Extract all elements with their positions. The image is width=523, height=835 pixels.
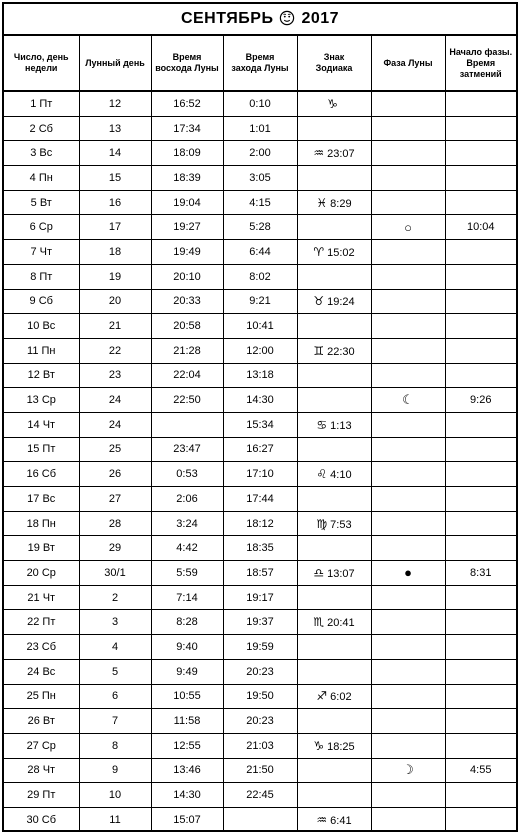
- table-row: [4, 141, 516, 166]
- moon-phase-icon: ○: [371, 215, 445, 240]
- day-cell: 30 Сб: [4, 807, 79, 831]
- header-zodiac: [297, 36, 371, 91]
- header-line: захода Луны: [231, 63, 289, 73]
- moonrise-cell: 4:42: [151, 536, 223, 561]
- lunar-day-cell: 15: [79, 166, 151, 191]
- zodiac-sign-icon: ♈︎: [313, 244, 325, 259]
- moonset-cell: 19:17: [223, 585, 297, 610]
- moon-phase-icon: [371, 166, 445, 191]
- day-cell: 13 Ср: [4, 388, 79, 413]
- moonset-cell: 19:50: [223, 684, 297, 709]
- day-cell: 28 Чт: [4, 758, 79, 783]
- moonrise-cell: 19:27: [151, 215, 223, 240]
- day-cell: 4 Пн: [4, 166, 79, 191]
- phase-time-cell: [445, 635, 516, 660]
- moonrise-cell: 7:14: [151, 585, 223, 610]
- zodiac-sign-icon: ♑︎: [327, 96, 338, 111]
- zodiac-cell: [297, 141, 371, 166]
- zodiac-cell: [297, 116, 371, 141]
- zodiac-cell: [297, 635, 371, 660]
- phase-time-cell: 8:31: [445, 561, 516, 586]
- table-row: [4, 610, 516, 635]
- header-line: затмений: [459, 68, 502, 79]
- moonset-cell: 21:50: [223, 758, 297, 783]
- table-row: [4, 561, 516, 586]
- zodiac-cell: [297, 215, 371, 240]
- day-cell: 12 Вт: [4, 363, 79, 388]
- header-line: Число, день: [13, 52, 69, 62]
- day-cell: 9 Сб: [4, 289, 79, 314]
- phase-time-cell: [445, 190, 516, 215]
- zodiac-cell: [297, 363, 371, 388]
- moonset-cell: 8:02: [223, 264, 297, 289]
- lunar-day-cell: 8: [79, 733, 151, 758]
- zodiac-sign-icon: ♒︎: [316, 812, 328, 827]
- moon-phase-icon: [371, 511, 445, 536]
- zodiac-time: 13:07: [327, 567, 355, 580]
- table-row: [4, 684, 516, 709]
- moonrise-cell: 13:46: [151, 758, 223, 783]
- moonset-cell: 5:28: [223, 215, 297, 240]
- moon-phase-icon: [371, 807, 445, 831]
- lunar-day-cell: 21: [79, 314, 151, 339]
- phase-time-cell: [445, 610, 516, 635]
- moon-phase-icon: [371, 338, 445, 363]
- moonrise-cell: 21:28: [151, 338, 223, 363]
- moonset-cell: 14:30: [223, 388, 297, 413]
- phase-time-cell: 10:04: [445, 215, 516, 240]
- zodiac-time: 20:41: [327, 617, 355, 630]
- zodiac-time: 1:13: [330, 419, 352, 432]
- moonset-cell: 3:05: [223, 166, 297, 191]
- moon-phase-icon: [371, 462, 445, 487]
- moonset-cell: 20:23: [223, 709, 297, 734]
- zodiac-cell: [297, 289, 371, 314]
- phase-time-cell: [445, 709, 516, 734]
- zodiac-time: 6:02: [330, 691, 352, 704]
- phase-time-cell: [445, 807, 516, 831]
- header-line: Время: [245, 52, 275, 62]
- lunar-day-cell: 25: [79, 437, 151, 462]
- zodiac-sign-icon: ♊︎: [313, 343, 325, 358]
- header-moonset: [223, 36, 297, 91]
- zodiac-cell: [297, 807, 371, 831]
- moonset-cell: 19:59: [223, 635, 297, 660]
- zodiac-cell: [297, 659, 371, 684]
- moonrise-cell: 3:24: [151, 511, 223, 536]
- phase-time-cell: [445, 511, 516, 536]
- lunar-day-cell: 28: [79, 511, 151, 536]
- phase-time-cell: 9:26: [445, 388, 516, 413]
- zodiac-time: 6:41: [330, 814, 352, 827]
- zodiac-cell: [297, 684, 371, 709]
- lunar-day-cell: 11: [79, 807, 151, 831]
- header-line: Начало фазы.: [449, 46, 513, 57]
- moonrise-cell: 19:04: [151, 190, 223, 215]
- phase-time-cell: [445, 264, 516, 289]
- lunar-day-cell: 24: [79, 388, 151, 413]
- phase-time-cell: [445, 585, 516, 610]
- zodiac-time: 18:25: [327, 740, 355, 753]
- phase-time-cell: 4:55: [445, 758, 516, 783]
- moonset-cell: 15:34: [223, 412, 297, 437]
- zodiac-time: 15:02: [327, 246, 355, 259]
- zodiac-cell: [297, 190, 371, 215]
- phase-time-cell: [445, 536, 516, 561]
- phase-time-cell: [445, 437, 516, 462]
- moon-phase-icon: ☾: [371, 388, 445, 413]
- table-row: [4, 388, 516, 413]
- moon-phase-icon: [371, 116, 445, 141]
- phase-time-cell: [445, 659, 516, 684]
- zodiac-sign-icon: ♑︎: [313, 738, 325, 753]
- lunar-day-cell: 20: [79, 289, 151, 314]
- zodiac-sign-icon: ♌︎: [316, 467, 328, 482]
- table-row: [4, 289, 516, 314]
- year-label: 2017: [301, 10, 340, 27]
- zodiac-cell: [297, 462, 371, 487]
- day-cell: 25 Пн: [4, 684, 79, 709]
- table-row: [4, 511, 516, 536]
- table-row: [4, 536, 516, 561]
- moonset-cell: 18:12: [223, 511, 297, 536]
- moonrise-cell: [151, 412, 223, 437]
- phase-time-cell: [445, 462, 516, 487]
- zodiac-time: 8:29: [330, 197, 352, 210]
- header-line: Лунный день: [85, 57, 145, 68]
- table-row: [4, 215, 516, 240]
- moonrise-cell: 11:58: [151, 709, 223, 734]
- day-cell: 5 Вт: [4, 190, 79, 215]
- lunar-day-cell: 23: [79, 363, 151, 388]
- lunar-day-cell: 2: [79, 585, 151, 610]
- phase-time-cell: [445, 684, 516, 709]
- day-cell: 20 Ср: [4, 561, 79, 586]
- moonrise-cell: 9:40: [151, 635, 223, 660]
- phase-time-cell: [445, 141, 516, 166]
- lunar-day-cell: 3: [79, 610, 151, 635]
- moonset-cell: 20:23: [223, 659, 297, 684]
- moonrise-cell: 20:33: [151, 289, 223, 314]
- zodiac-sign-icon: ♉︎: [313, 294, 325, 309]
- moonrise-cell: 10:55: [151, 684, 223, 709]
- zodiac-cell: [297, 91, 371, 116]
- phase-time-cell: [445, 412, 516, 437]
- zodiac-cell: [297, 264, 371, 289]
- zodiac-cell: [297, 733, 371, 758]
- day-cell: 11 Пн: [4, 338, 79, 363]
- zodiac-sign-icon: ♐︎: [316, 689, 328, 704]
- moonset-cell: [223, 807, 297, 831]
- moonset-cell: 17:44: [223, 487, 297, 512]
- zodiac-cell: [297, 709, 371, 734]
- moon-phase-icon: [371, 635, 445, 660]
- lunar-day-cell: 14: [79, 141, 151, 166]
- phase-time-cell: [445, 166, 516, 191]
- moonrise-cell: 8:28: [151, 610, 223, 635]
- table-row: [4, 338, 516, 363]
- moon-phase-icon: [371, 733, 445, 758]
- lunar-day-cell: 9: [79, 758, 151, 783]
- header-line: Зодиака: [315, 63, 353, 73]
- phase-time-cell: [445, 240, 516, 265]
- moonset-cell: 0:10: [223, 91, 297, 116]
- moonrise-cell: 22:04: [151, 363, 223, 388]
- lunar-day-cell: 18: [79, 240, 151, 265]
- lunar-day-cell: 29: [79, 536, 151, 561]
- day-cell: 2 Сб: [4, 116, 79, 141]
- zodiac-cell: [297, 561, 371, 586]
- zodiac-sign-icon: ♍︎: [316, 516, 328, 531]
- phase-time-cell: [445, 289, 516, 314]
- moonrise-cell: 20:10: [151, 264, 223, 289]
- table-row: [4, 91, 516, 116]
- table-row: [4, 116, 516, 141]
- table-row: [4, 462, 516, 487]
- header-line: восхода Луны: [155, 63, 219, 73]
- table-row: [4, 412, 516, 437]
- moonrise-cell: 19:49: [151, 240, 223, 265]
- day-cell: 26 Вт: [4, 709, 79, 734]
- moonrise-cell: 23:47: [151, 437, 223, 462]
- phase-time-cell: [445, 733, 516, 758]
- table-row: [4, 783, 516, 808]
- header-moonrise: [151, 36, 223, 91]
- day-cell: 3 Вс: [4, 141, 79, 166]
- table-row: [4, 709, 516, 734]
- lunar-day-cell: 5: [79, 659, 151, 684]
- zodiac-time: 7:53: [330, 518, 352, 531]
- day-cell: 6 Ср: [4, 215, 79, 240]
- lunar-day-cell: 27: [79, 487, 151, 512]
- moonrise-cell: 17:34: [151, 116, 223, 141]
- table-row: [4, 487, 516, 512]
- lunar-day-cell: 4: [79, 635, 151, 660]
- day-cell: 10 Вс: [4, 314, 79, 339]
- zodiac-cell: [297, 783, 371, 808]
- moon-phase-icon: [371, 585, 445, 610]
- zodiac-cell: [297, 585, 371, 610]
- zodiac-cell: [297, 166, 371, 191]
- day-cell: 22 Пт: [4, 610, 79, 635]
- zodiac-cell: [297, 338, 371, 363]
- header-line: Время: [172, 52, 202, 62]
- zodiac-cell: [297, 758, 371, 783]
- lunar-day-cell: 13: [79, 116, 151, 141]
- table-row: [4, 190, 516, 215]
- month-label: СЕНТЯБРЬ: [180, 10, 274, 27]
- table-row: [4, 166, 516, 191]
- zodiac-sign-icon: ♒︎: [313, 146, 325, 161]
- moon-phase-icon: [371, 487, 445, 512]
- moonrise-cell: 9:49: [151, 659, 223, 684]
- lunar-day-cell: 12: [79, 91, 151, 116]
- zodiac-time: 23:07: [327, 148, 355, 161]
- lunar-day-cell: 26: [79, 462, 151, 487]
- moonset-cell: 2:00: [223, 141, 297, 166]
- moon-phase-icon: [371, 264, 445, 289]
- zodiac-sign-icon: ♏︎: [313, 615, 325, 630]
- lunar-day-cell: 24: [79, 412, 151, 437]
- moon-phase-icon: [371, 709, 445, 734]
- zodiac-time: 19:24: [327, 296, 355, 309]
- zodiac-sign-icon: ♎︎: [313, 565, 325, 580]
- zodiac-cell: [297, 511, 371, 536]
- moonrise-cell: 18:39: [151, 166, 223, 191]
- moon-phase-icon: [371, 412, 445, 437]
- moonrise-cell: 22:50: [151, 388, 223, 413]
- zodiac-cell: [297, 536, 371, 561]
- day-cell: 16 Сб: [4, 462, 79, 487]
- lunar-day-cell: 17: [79, 215, 151, 240]
- zodiac-cell: [297, 487, 371, 512]
- lunar-day-cell: 30/1: [79, 561, 151, 586]
- lunar-day-cell: 10: [79, 783, 151, 808]
- moonset-cell: 17:10: [223, 462, 297, 487]
- day-cell: 8 Пт: [4, 264, 79, 289]
- moonset-cell: 6:44: [223, 240, 297, 265]
- table-row: [4, 733, 516, 758]
- lunar-calendar: [2, 2, 518, 832]
- day-cell: 18 Пн: [4, 511, 79, 536]
- table-row: [4, 585, 516, 610]
- zodiac-cell: [297, 388, 371, 413]
- moonset-cell: 18:57: [223, 561, 297, 586]
- header-phase-start: [445, 36, 516, 91]
- header-line: Знак: [323, 52, 345, 62]
- zodiac-cell: [297, 437, 371, 462]
- lunar-day-cell: 6: [79, 684, 151, 709]
- moonset-cell: 13:18: [223, 363, 297, 388]
- table-row: [4, 758, 516, 783]
- phase-time-cell: [445, 314, 516, 339]
- lunar-day-cell: 16: [79, 190, 151, 215]
- table-row: [4, 659, 516, 684]
- moon-phase-icon: [371, 363, 445, 388]
- header-line: Время: [466, 57, 496, 68]
- moon-phase-icon: [371, 289, 445, 314]
- moonrise-cell: 20:58: [151, 314, 223, 339]
- zodiac-sign-icon: ♋︎: [316, 417, 328, 432]
- calendar-title: [4, 4, 516, 36]
- calendar-table: [4, 36, 516, 832]
- phase-time-cell: [445, 91, 516, 116]
- lunar-day-cell: 7: [79, 709, 151, 734]
- moon-phase-icon: [371, 536, 445, 561]
- day-cell: 23 Сб: [4, 635, 79, 660]
- moonset-cell: 10:41: [223, 314, 297, 339]
- header-phase: [371, 36, 445, 91]
- moonset-cell: 22:45: [223, 783, 297, 808]
- moonrise-cell: 5:59: [151, 561, 223, 586]
- phase-time-cell: [445, 116, 516, 141]
- phase-time-cell: [445, 338, 516, 363]
- header-lunar-day: [79, 36, 151, 91]
- moon-phase-icon: [371, 610, 445, 635]
- moon-phase-icon: [371, 659, 445, 684]
- moonrise-cell: 0:53: [151, 462, 223, 487]
- moon-face-icon: [279, 9, 295, 29]
- zodiac-time: 22:30: [327, 345, 355, 358]
- day-cell: 29 Пт: [4, 783, 79, 808]
- moon-phase-icon: [371, 141, 445, 166]
- day-cell: 14 Чт: [4, 412, 79, 437]
- moonrise-cell: 15:07: [151, 807, 223, 831]
- table-row: [4, 437, 516, 462]
- moonset-cell: 18:35: [223, 536, 297, 561]
- day-cell: 7 Чт: [4, 240, 79, 265]
- day-cell: 15 Пт: [4, 437, 79, 462]
- day-cell: 1 Пт: [4, 91, 79, 116]
- zodiac-cell: [297, 610, 371, 635]
- day-cell: 17 Вс: [4, 487, 79, 512]
- moonset-cell: 19:37: [223, 610, 297, 635]
- header-date: [4, 36, 79, 91]
- moon-phase-icon: ☽: [371, 758, 445, 783]
- zodiac-cell: [297, 240, 371, 265]
- zodiac-sign-icon: ♓︎: [316, 195, 328, 210]
- table-row: [4, 240, 516, 265]
- zodiac-cell: [297, 314, 371, 339]
- zodiac-cell: [297, 412, 371, 437]
- day-cell: 24 Вс: [4, 659, 79, 684]
- moonrise-cell: 14:30: [151, 783, 223, 808]
- day-cell: 21 Чт: [4, 585, 79, 610]
- moon-phase-icon: [371, 437, 445, 462]
- phase-time-cell: [445, 487, 516, 512]
- moonrise-cell: 2:06: [151, 487, 223, 512]
- phase-time-cell: [445, 783, 516, 808]
- moon-phase-icon: [371, 783, 445, 808]
- table-row: [4, 807, 516, 831]
- header-line: Фаза Луны: [383, 57, 433, 68]
- table-row: [4, 635, 516, 660]
- moon-phase-icon: [371, 240, 445, 265]
- moonrise-cell: 16:52: [151, 91, 223, 116]
- moon-phase-icon: [371, 684, 445, 709]
- header-line: недели: [25, 63, 58, 73]
- lunar-day-cell: 22: [79, 338, 151, 363]
- phase-time-cell: [445, 363, 516, 388]
- day-cell: 19 Вт: [4, 536, 79, 561]
- moonset-cell: 4:15: [223, 190, 297, 215]
- moon-phase-icon: ●: [371, 561, 445, 586]
- moonrise-cell: 18:09: [151, 141, 223, 166]
- lunar-day-cell: 19: [79, 264, 151, 289]
- moon-phase-icon: [371, 314, 445, 339]
- moonset-cell: 16:27: [223, 437, 297, 462]
- moon-phase-icon: [371, 91, 445, 116]
- zodiac-time: 4:10: [330, 469, 352, 482]
- table-row: [4, 363, 516, 388]
- moonset-cell: 12:00: [223, 338, 297, 363]
- moonset-cell: 9:21: [223, 289, 297, 314]
- moonrise-cell: 12:55: [151, 733, 223, 758]
- day-cell: 27 Ср: [4, 733, 79, 758]
- table-row: [4, 314, 516, 339]
- moon-phase-icon: [371, 190, 445, 215]
- table-row: [4, 264, 516, 289]
- moonset-cell: 21:03: [223, 733, 297, 758]
- moonset-cell: 1:01: [223, 116, 297, 141]
